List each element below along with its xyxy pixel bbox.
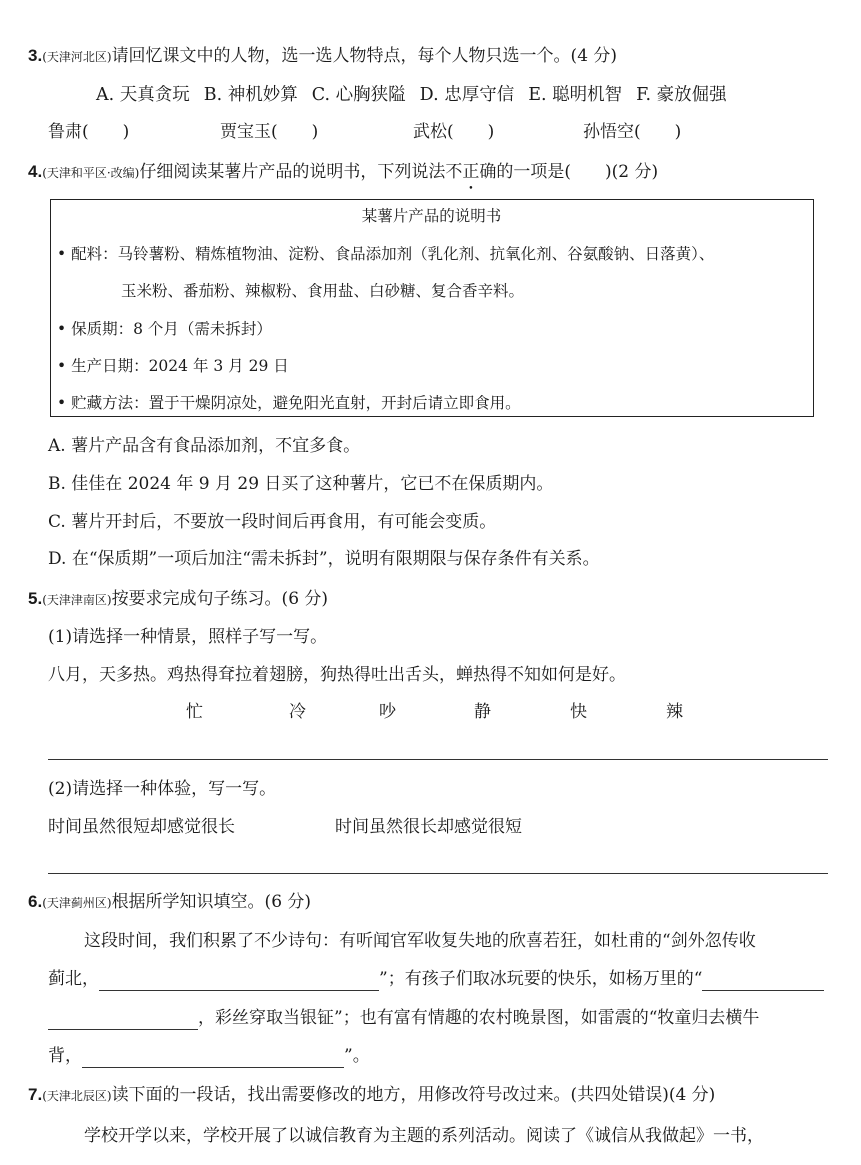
q3-option-c: C. 心胸狭隘 (311, 85, 406, 105)
q3-number: 3. (28, 46, 43, 65)
manual-shelf-life: • 保质期：8 个月（需未拆封） (57, 320, 272, 338)
q4-number: 4. (28, 162, 43, 181)
q5-answer-line-1[interactable] (48, 759, 828, 760)
q5-scene-noisy[interactable]: 吵 (379, 702, 396, 722)
q5-experience-short-feels-long[interactable]: 时间虽然很短却感觉很长 (48, 817, 235, 837)
q4-stem-after: 的一项是( )(2 分) (496, 162, 659, 182)
q3-option-a: A. 天真贪玩 (96, 85, 190, 105)
q6-text-close-quote: ”。 (344, 1046, 370, 1066)
q5-answer-line-2[interactable] (48, 873, 828, 874)
q7-paragraph-line-1: 学校开学以来，学校开展了以诚信教育为主题的系列活动。阅读了《诚信从我做起》一书， (84, 1126, 764, 1146)
q4-source: (天津和平区·改编) (42, 166, 140, 180)
q6-text-bei: 背， (48, 1046, 82, 1066)
q3-stem: 请回忆课文中的人物，选一选人物特点，每个人物只选一个。(4 分) (111, 46, 618, 66)
q7-source: (天津北辰区) (42, 1089, 112, 1103)
q6-paragraph-line-1: 这段时间，我们积累了不少诗句：有听闻官军收复失地的欣喜若狂，如杜甫的“剑外忽传收 (84, 931, 756, 951)
q3-option-f: F. 豪放倔强 (636, 85, 727, 105)
q3-source: (天津河北区) (42, 50, 112, 64)
q5-part1-prompt: (1)请选择一种情景，照样子写一写。 (48, 627, 328, 647)
q6-blank-3[interactable] (82, 1047, 344, 1068)
q6-text-yangwanli: ”；有孩子们取冰玩要的快乐，如杨万里的“ (379, 969, 703, 989)
q4-stem-line (28, 160, 658, 185)
q6-blank-1[interactable] (99, 970, 379, 991)
q6-paragraph-line-4 (48, 1044, 370, 1068)
manual-title: 某薯片产品的说明书 (361, 207, 502, 225)
q6-text-leizhen: ，彩丝穿取当银钲”；也有富有情趣的农村晚景图，如雷震的“牧童归去横牛 (198, 1008, 760, 1028)
q6-number: 6. (28, 892, 43, 911)
q5-experience-long-feels-short[interactable]: 时间虽然很长却感觉很短 (335, 817, 522, 837)
q3-character-lusu[interactable]: 鲁肃( ) (48, 122, 130, 142)
q3-option-e: E. 聪明机智 (528, 85, 623, 105)
q6-source: (天津蓟州区) (42, 896, 112, 910)
product-manual-box (50, 199, 814, 417)
q4-choice-c[interactable]: C. 薯片开封后，不要放一段时间后再食用，有可能会变质。 (48, 512, 497, 532)
manual-production-date: • 生产日期：2024 年 3 月 29 日 (57, 357, 289, 375)
manual-ingredients-1: • 配料：马铃薯粉、精炼植物油、淀粉、食品添加剂（乳化剂、抗氧化剂、谷氨酸钠、日落黄）、 (57, 245, 715, 263)
q6-stem: 根据所学知识填空。(6 分) (111, 892, 312, 912)
q5-scene-fast[interactable]: 快 (570, 702, 587, 722)
q3-option-b: B. 神机妙算 (203, 85, 298, 105)
q5-source: (天津津南区) (42, 593, 112, 607)
q3-options (96, 83, 741, 107)
q3-option-d: D. 忠厚守信 (419, 85, 515, 105)
q5-part2-prompt: (2)请选择一种体验，写一写。 (48, 779, 277, 799)
q6-text-jibei: 蓟北， (48, 969, 99, 989)
q6-stem-line (28, 890, 311, 915)
q6-blank-2b[interactable] (48, 1009, 198, 1030)
q5-number: 5. (28, 589, 43, 608)
q3-character-jiabaoyu[interactable]: 贾宝玉( ) (220, 122, 319, 142)
q5-example-sentence: 八月，天多热。鸡热得耷拉着翅膀，狗热得吐出舌头，蝉热得不知如何是好。 (48, 665, 626, 685)
q5-scene-busy[interactable]: 忙 (186, 702, 203, 722)
q3-stem-line (28, 44, 617, 69)
q7-number: 7. (28, 1085, 43, 1104)
q5-stem: 按要求完成句子练习。(6 分) (111, 589, 329, 609)
q7-stem: 读下面的一段话，找出需要修改的地方，用修改符号改过来。(共四处错误)(4 分) (111, 1085, 716, 1105)
manual-ingredients-2: 玉米粉、番茄粉、辣椒粉、食用盐、白砂糖、复合香辛料。 (121, 282, 525, 300)
q6-paragraph-line-2 (48, 967, 824, 991)
q4-stem-emphasis: 不正确 (445, 162, 497, 182)
q3-character-wusong[interactable]: 武松( ) (413, 122, 495, 142)
q4-choice-a[interactable]: A. 薯片产品含有食品添加剂，不宜多食。 (48, 436, 361, 456)
q7-stem-line (28, 1083, 715, 1108)
q5-scene-cold[interactable]: 冷 (289, 702, 306, 722)
q4-stem-before: 仔细阅读某薯片产品的说明书，下列说法 (139, 162, 446, 182)
q6-paragraph-line-3 (48, 1006, 759, 1030)
q4-choice-d[interactable]: D. 在“保质期”一项后加注“需未拆封”，说明有限期限与保存条件有关系。 (48, 549, 600, 569)
manual-storage: • 贮藏方法：置于干燥阴凉处，避免阳光直射，开封后请立即食用。 (57, 394, 521, 412)
q5-scene-spicy[interactable]: 辣 (666, 702, 683, 722)
q3-character-sunwukong[interactable]: 孙悟空( ) (583, 122, 682, 142)
q6-blank-2a[interactable] (702, 970, 824, 991)
q4-choice-b[interactable]: B. 佳佳在 2024 年 9 月 29 日买了这种薯片，它已不在保质期内。 (48, 474, 554, 494)
q5-scene-quiet[interactable]: 静 (474, 702, 491, 722)
q5-stem-line (28, 587, 328, 612)
